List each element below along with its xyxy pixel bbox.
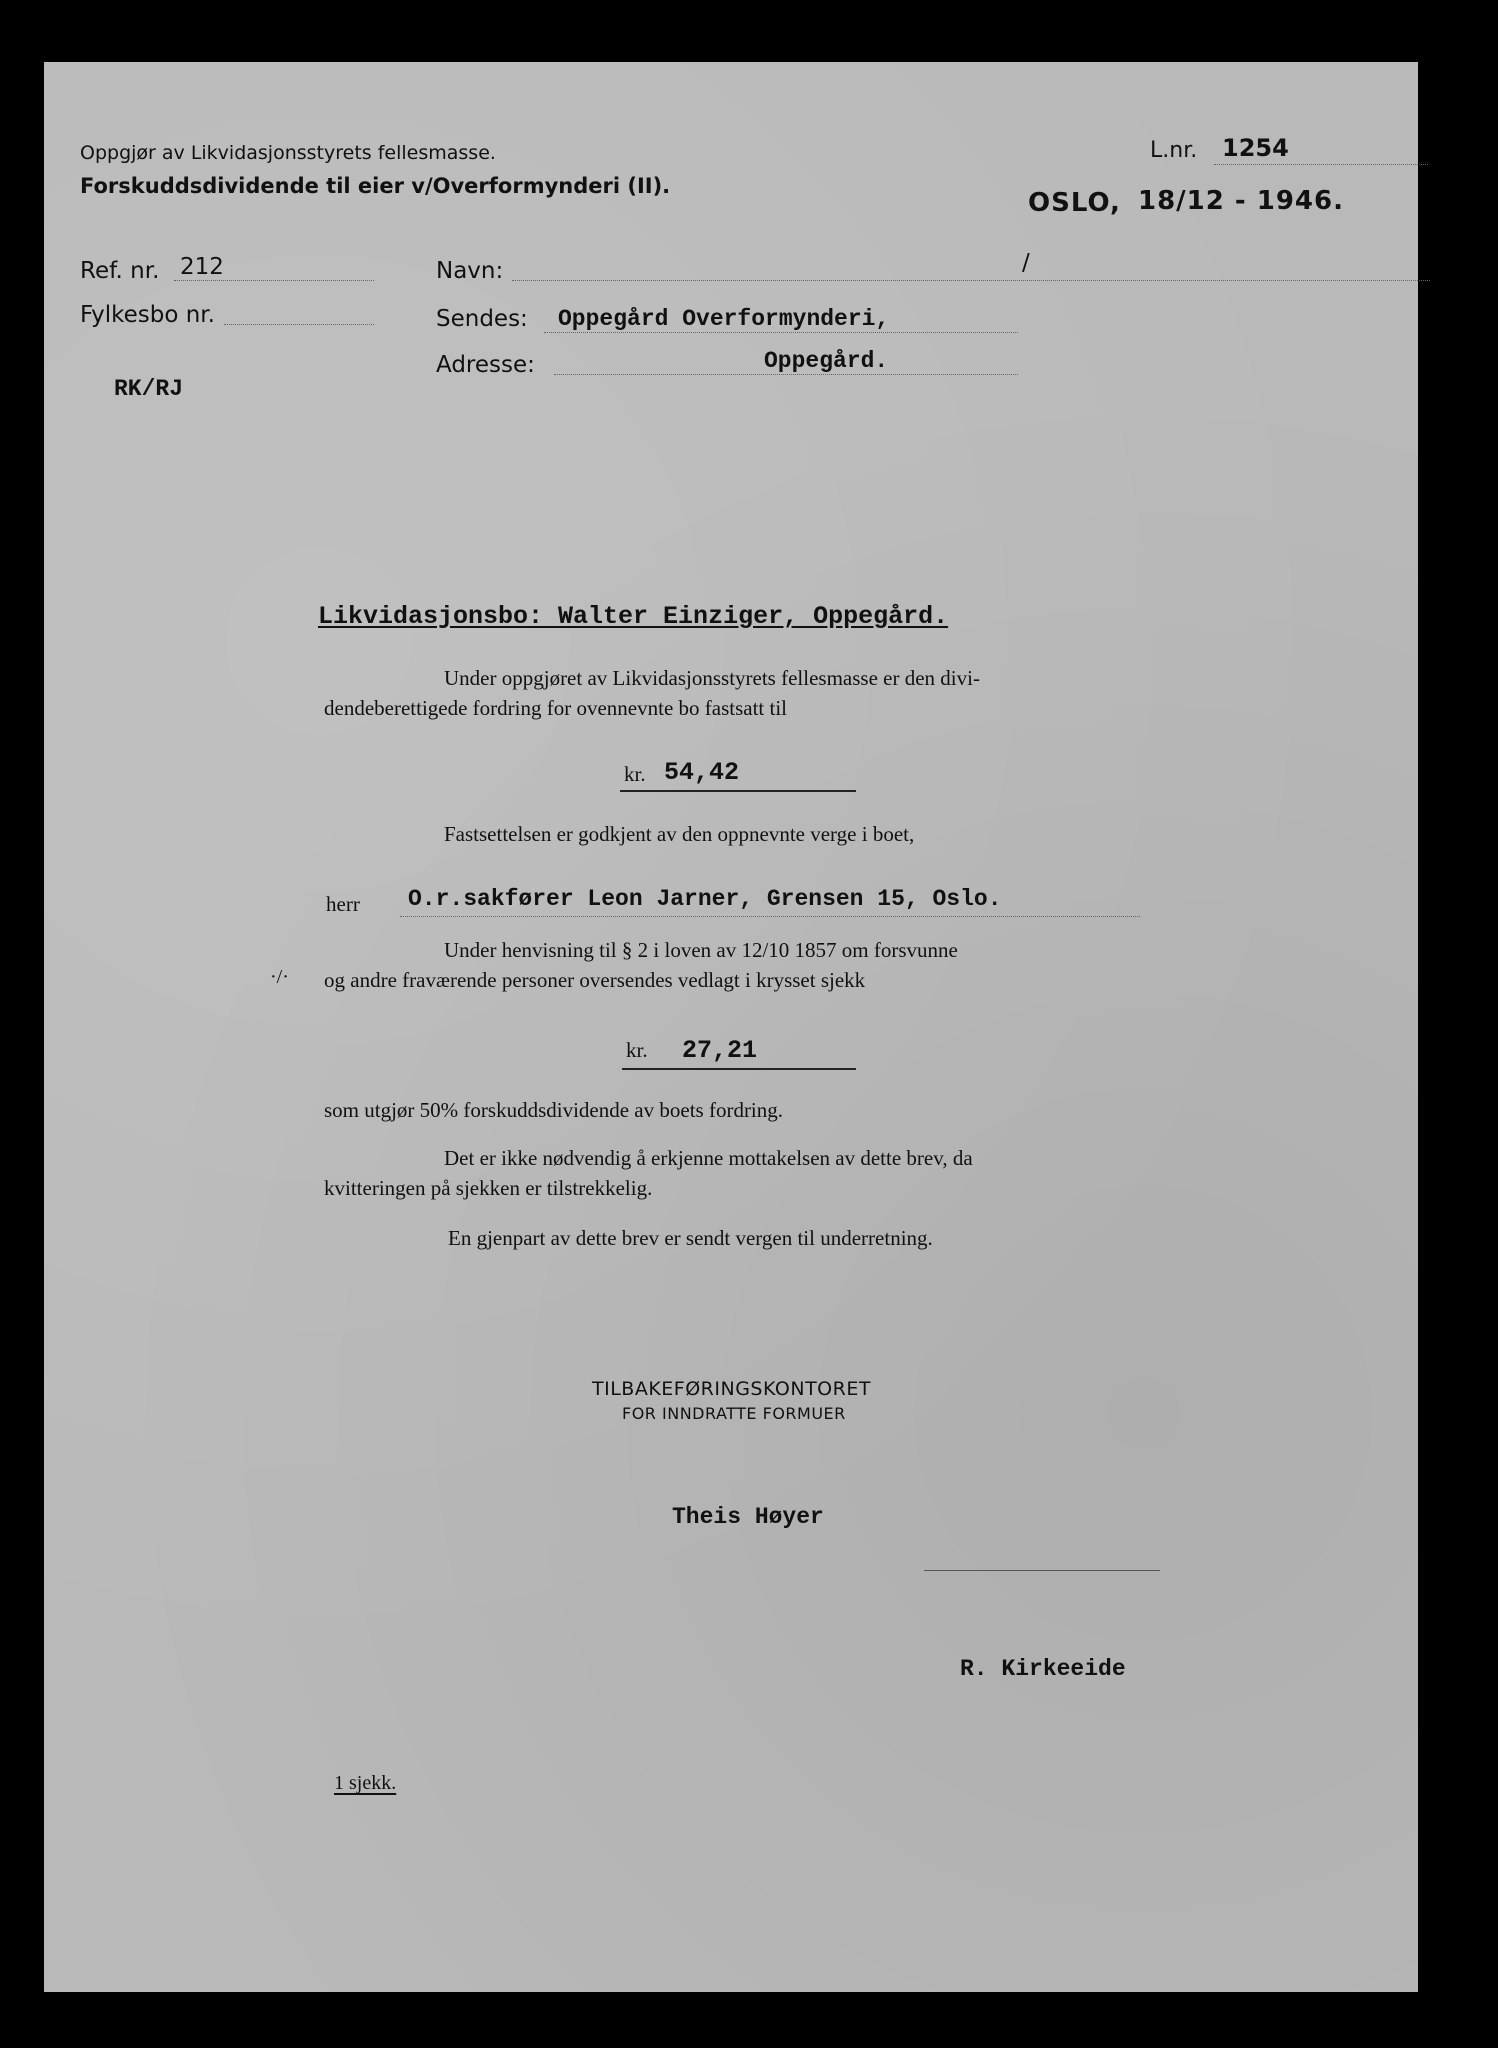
- fylkesbo-dotted-line: [224, 324, 374, 325]
- herr-dotted-line: [400, 916, 1140, 917]
- para5-line2: kvitteringen på sjekken er tilstrekkelig.: [324, 1176, 653, 1200]
- para5-line1: Det er ikke nødvendig å erkjenne mottakelsen av dette brev, da: [444, 1146, 973, 1170]
- letter-sheet: [44, 62, 1418, 1992]
- lnr-label: L.nr.: [1150, 138, 1198, 163]
- navn-dotted-line: [512, 280, 1430, 281]
- lnr-dotted-line: [1214, 164, 1428, 165]
- margin-mark: ·/·: [270, 966, 289, 988]
- amount1-underline: [620, 790, 856, 792]
- navn-slash: /: [1022, 250, 1030, 276]
- para4: som utgjør 50% forskuddsdividende av boets fordring.: [324, 1098, 784, 1122]
- initials: RK/RJ: [114, 376, 184, 402]
- adresse-value: Oppegård.: [764, 348, 889, 374]
- ref-dotted-line: [174, 280, 374, 281]
- office-name-line2: FOR INNDRATTE FORMUER: [622, 1404, 846, 1423]
- sendes-value: Oppegård Overformynderi,: [558, 306, 890, 332]
- signature-line: [924, 1570, 1160, 1571]
- signatory-1: Theis Høyer: [672, 1504, 824, 1530]
- sendes-dotted-line: [544, 332, 1018, 333]
- para1-line2: dendeberettigede fordring for ovennevnte bo fastsatt til: [324, 696, 788, 720]
- para1-line1: Under oppgjøret av Likvidasjonsstyrets fellesmasse er den divi-: [444, 666, 980, 690]
- amount2-prefix: kr.: [626, 1038, 648, 1062]
- adresse-dotted-line: [554, 374, 1018, 375]
- ref-label: Ref. nr.: [80, 258, 160, 284]
- estate-heading: Likvidasjonsbo: Walter Einziger, Oppegård.: [318, 602, 949, 631]
- place-label: OSLO,: [1028, 188, 1121, 218]
- amount2-value: 27,21: [682, 1036, 758, 1065]
- para3-line2: og andre fraværende personer oversendes vedlagt i krysset sjekk: [324, 968, 866, 992]
- amount1-value: 54,42: [664, 758, 740, 787]
- date-value: 18/12 - 1946.: [1138, 186, 1344, 216]
- ref-value: 212: [180, 254, 224, 280]
- amount2-underline: [622, 1068, 856, 1070]
- para3-line1: Under henvisning til § 2 i loven av 12/10 1857 om forsvunne: [444, 938, 958, 962]
- enclosure-note: 1 sjekk.: [334, 1772, 397, 1794]
- signatory-2: R. Kirkeeide: [960, 1656, 1126, 1682]
- adresse-label: Adresse:: [436, 352, 535, 378]
- amount1-prefix: kr.: [624, 762, 646, 786]
- para2: Fastsettelsen er godkjent av den oppnevnte verge i boet,: [444, 822, 915, 846]
- sendes-label: Sendes:: [436, 306, 528, 332]
- guardian-name-address: O.r.sakfører Leon Jarner, Grensen 15, Oslo.: [408, 886, 1002, 912]
- header-line-1: Oppgjør av Likvidasjonsstyrets fellesmasse.: [80, 142, 496, 164]
- header-line-2: Forskuddsdividende til eier v/Overformynderi (II).: [80, 174, 671, 198]
- office-name-line1: TILBAKEFØRINGSKONTORET: [592, 1378, 871, 1400]
- navn-label: Navn:: [436, 258, 504, 284]
- fylkesbo-label: Fylkesbo nr.: [80, 302, 215, 328]
- herr-label: herr: [326, 892, 360, 916]
- para6: En gjenpart av dette brev er sendt vergen til underretning.: [448, 1226, 933, 1250]
- lnr-value: 1254: [1222, 134, 1289, 162]
